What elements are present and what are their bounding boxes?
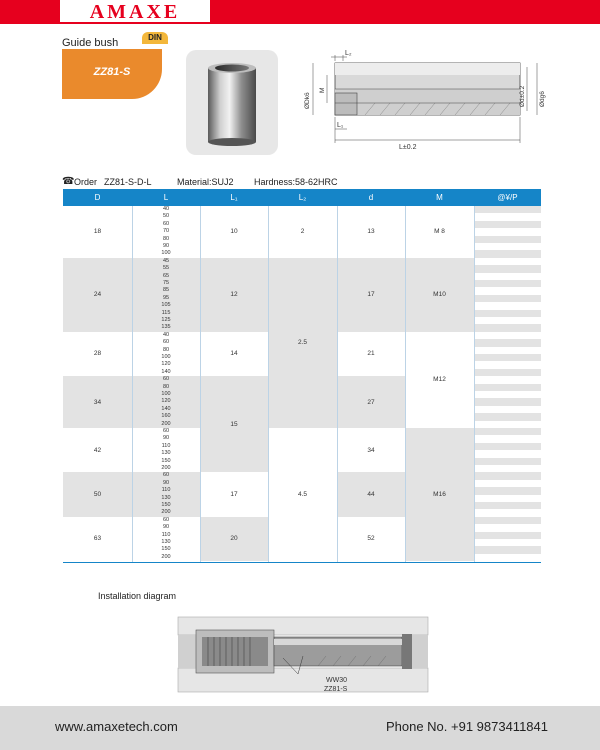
cell-length: 60	[162, 516, 170, 523]
hardness-spec: Hardness:58-62HRC	[254, 177, 338, 187]
cell-m: M 8	[434, 228, 445, 236]
cell-length: 120	[132, 398, 200, 405]
product-code-tab	[62, 49, 162, 99]
cell-length: 125	[132, 317, 200, 324]
header-l2: L₂	[298, 193, 307, 202]
phone-number: Phone No. +91 9873411841	[385, 719, 548, 734]
cell-length: 60	[162, 339, 170, 346]
website-link[interactable]: www.amaxetech.com	[55, 719, 178, 734]
cell-length: 75	[132, 280, 200, 287]
header-d-inner: d	[368, 193, 374, 202]
cell-m: M12	[433, 376, 446, 384]
cell-d-outer: 34	[63, 376, 132, 428]
dim-l1: L₁	[337, 122, 344, 129]
cell-length: 100	[161, 354, 171, 360]
cell-length: 200	[132, 421, 200, 428]
price-stripe	[474, 384, 541, 391]
dim-length: L±0.2	[399, 144, 417, 151]
logo	[60, 0, 210, 22]
price-stripe	[474, 369, 541, 376]
cell-d-outer: 18	[93, 228, 102, 236]
cell-length: 95	[132, 295, 200, 302]
dim-d-g6: Ødg6	[539, 91, 546, 107]
price-stripe	[474, 236, 541, 243]
cell-length: 160	[132, 413, 200, 420]
column-divider	[405, 206, 406, 563]
guide-bush-image	[186, 50, 278, 155]
cell-length: 115	[132, 310, 200, 317]
cell-d-outer: 63	[93, 535, 102, 543]
price-stripe	[474, 339, 541, 346]
cell-length: 110	[161, 531, 171, 538]
cell-m: M10	[405, 258, 474, 332]
price-stripe	[474, 265, 541, 272]
cell-l2: 2	[300, 228, 305, 236]
cell-length: 135	[132, 324, 200, 331]
table-body	[63, 206, 541, 563]
cell-length: 130	[161, 450, 171, 457]
cell-d-inner: 17	[337, 258, 405, 332]
top-brand-bar	[0, 0, 600, 24]
cell-length: 80	[162, 346, 170, 353]
price-stripe	[474, 517, 541, 524]
price-stripe	[474, 250, 541, 257]
cell-length: 140	[132, 406, 200, 413]
cell-l1: 15	[200, 376, 268, 472]
cell-length: 60	[132, 472, 200, 479]
order-label: Order	[74, 177, 98, 187]
header-m: M	[436, 193, 443, 202]
price-stripe	[474, 324, 541, 331]
price-stripe	[474, 398, 541, 405]
cell-length: 90	[162, 243, 170, 249]
cell-length: 60	[132, 376, 200, 383]
table-bottom-border	[63, 562, 541, 563]
technical-drawing	[295, 45, 545, 160]
cell-m: M16	[405, 428, 474, 561]
cell-d-outer: 24	[63, 258, 132, 332]
dim-m: M	[319, 87, 326, 93]
cell-length: 90	[132, 480, 200, 487]
installation-label: Installation diagram	[98, 591, 177, 601]
cell-length: 200	[161, 465, 171, 471]
cell-length: 60	[162, 220, 170, 227]
cell-length: 105	[132, 302, 200, 309]
cell-l2: 2.5	[268, 258, 337, 428]
price-stripe	[474, 443, 541, 450]
price-stripe	[474, 546, 541, 553]
cell-l1: 14	[230, 350, 238, 358]
install-part-b: ZZ81-S	[324, 686, 348, 693]
footer	[0, 706, 600, 750]
price-stripe	[474, 487, 541, 494]
cell-d-outer: 42	[93, 446, 102, 454]
cell-d-inner: 52	[367, 535, 375, 543]
order-spec-line	[62, 177, 542, 189]
header-l1: L₁	[230, 193, 238, 202]
price-stripe	[474, 458, 541, 465]
cell-d-inner: 44	[337, 472, 405, 516]
product-photo	[186, 50, 278, 155]
cell-l1: 20	[200, 517, 268, 561]
order-code: ZZ81-S-D-L	[104, 177, 152, 187]
cell-length: 110	[161, 442, 171, 449]
cell-d-outer: 28	[93, 350, 102, 358]
cell-d-inner: 13	[367, 228, 375, 236]
cell-length: 85	[132, 287, 200, 294]
installation-diagram	[178, 612, 428, 697]
cell-length: 130	[161, 539, 171, 545]
cell-l1: 17	[230, 491, 238, 499]
header-price: @¥/P	[497, 193, 518, 202]
cell-length: 150	[132, 502, 200, 509]
dim-d-tol: Ød±0.2	[519, 85, 526, 107]
cell-l1: 12	[200, 258, 268, 332]
cell-d-inner: 21	[367, 350, 375, 358]
cell-l2: 4.5	[297, 491, 308, 499]
cell-length: 80	[132, 384, 200, 391]
dimension-table	[63, 189, 541, 563]
price-stripe	[474, 310, 541, 317]
dim-d-k6: ØDk6	[304, 92, 311, 109]
cell-l1: 10	[230, 228, 238, 236]
cell-length: 60	[162, 428, 170, 434]
standard-badge: DIN	[142, 32, 168, 44]
phone-icon: ☎	[62, 176, 75, 187]
price-stripe	[474, 532, 541, 539]
price-stripe	[474, 280, 541, 287]
cell-length: 90	[162, 524, 170, 531]
cell-d-outer: 50	[63, 472, 132, 516]
dim-l2: L₂	[345, 50, 352, 57]
product-code: ZZ81-S	[93, 66, 131, 78]
product-title: Guide bush	[62, 37, 119, 49]
header-d-outer: D	[94, 193, 101, 202]
price-stripe	[474, 502, 541, 509]
cell-length: 100	[161, 250, 171, 257]
cell-length: 40	[162, 331, 170, 338]
cell-length: 80	[162, 235, 170, 242]
cell-length: 40	[162, 206, 170, 212]
price-stripe	[474, 206, 541, 213]
column-divider	[474, 206, 475, 563]
price-stripe	[474, 472, 541, 479]
material-spec: Material:SUJ2	[177, 177, 234, 187]
logo-text: AMAXE	[89, 1, 181, 23]
cell-d-inner: 34	[367, 446, 375, 454]
column-divider	[337, 206, 338, 563]
cell-length: 55	[132, 265, 200, 272]
cell-length: 200	[132, 509, 200, 516]
cell-length: 200	[161, 553, 171, 560]
cell-length: 140	[161, 368, 171, 375]
column-divider	[200, 206, 201, 563]
cell-length: 130	[132, 495, 200, 502]
cell-d-inner: 27	[337, 376, 405, 428]
price-stripe	[474, 221, 541, 228]
cell-length: 110	[132, 487, 200, 494]
price-stripe	[474, 354, 541, 361]
cell-length: 120	[161, 361, 171, 368]
cell-length: 90	[162, 435, 170, 442]
cell-length: 150	[161, 546, 171, 553]
cell-length: 150	[161, 457, 171, 464]
cell-length: 100	[132, 391, 200, 398]
price-stripe	[474, 295, 541, 302]
cell-length: 45	[132, 258, 200, 265]
price-stripe	[474, 413, 541, 420]
install-part-a: WW30	[326, 677, 347, 684]
cell-length: 65	[132, 273, 200, 280]
column-divider	[132, 206, 133, 563]
table-header	[63, 189, 541, 206]
cell-length: 50	[162, 213, 170, 220]
column-divider	[268, 206, 269, 563]
cell-length: 70	[162, 228, 170, 235]
header-l: L	[163, 193, 169, 202]
price-stripe	[474, 428, 541, 435]
